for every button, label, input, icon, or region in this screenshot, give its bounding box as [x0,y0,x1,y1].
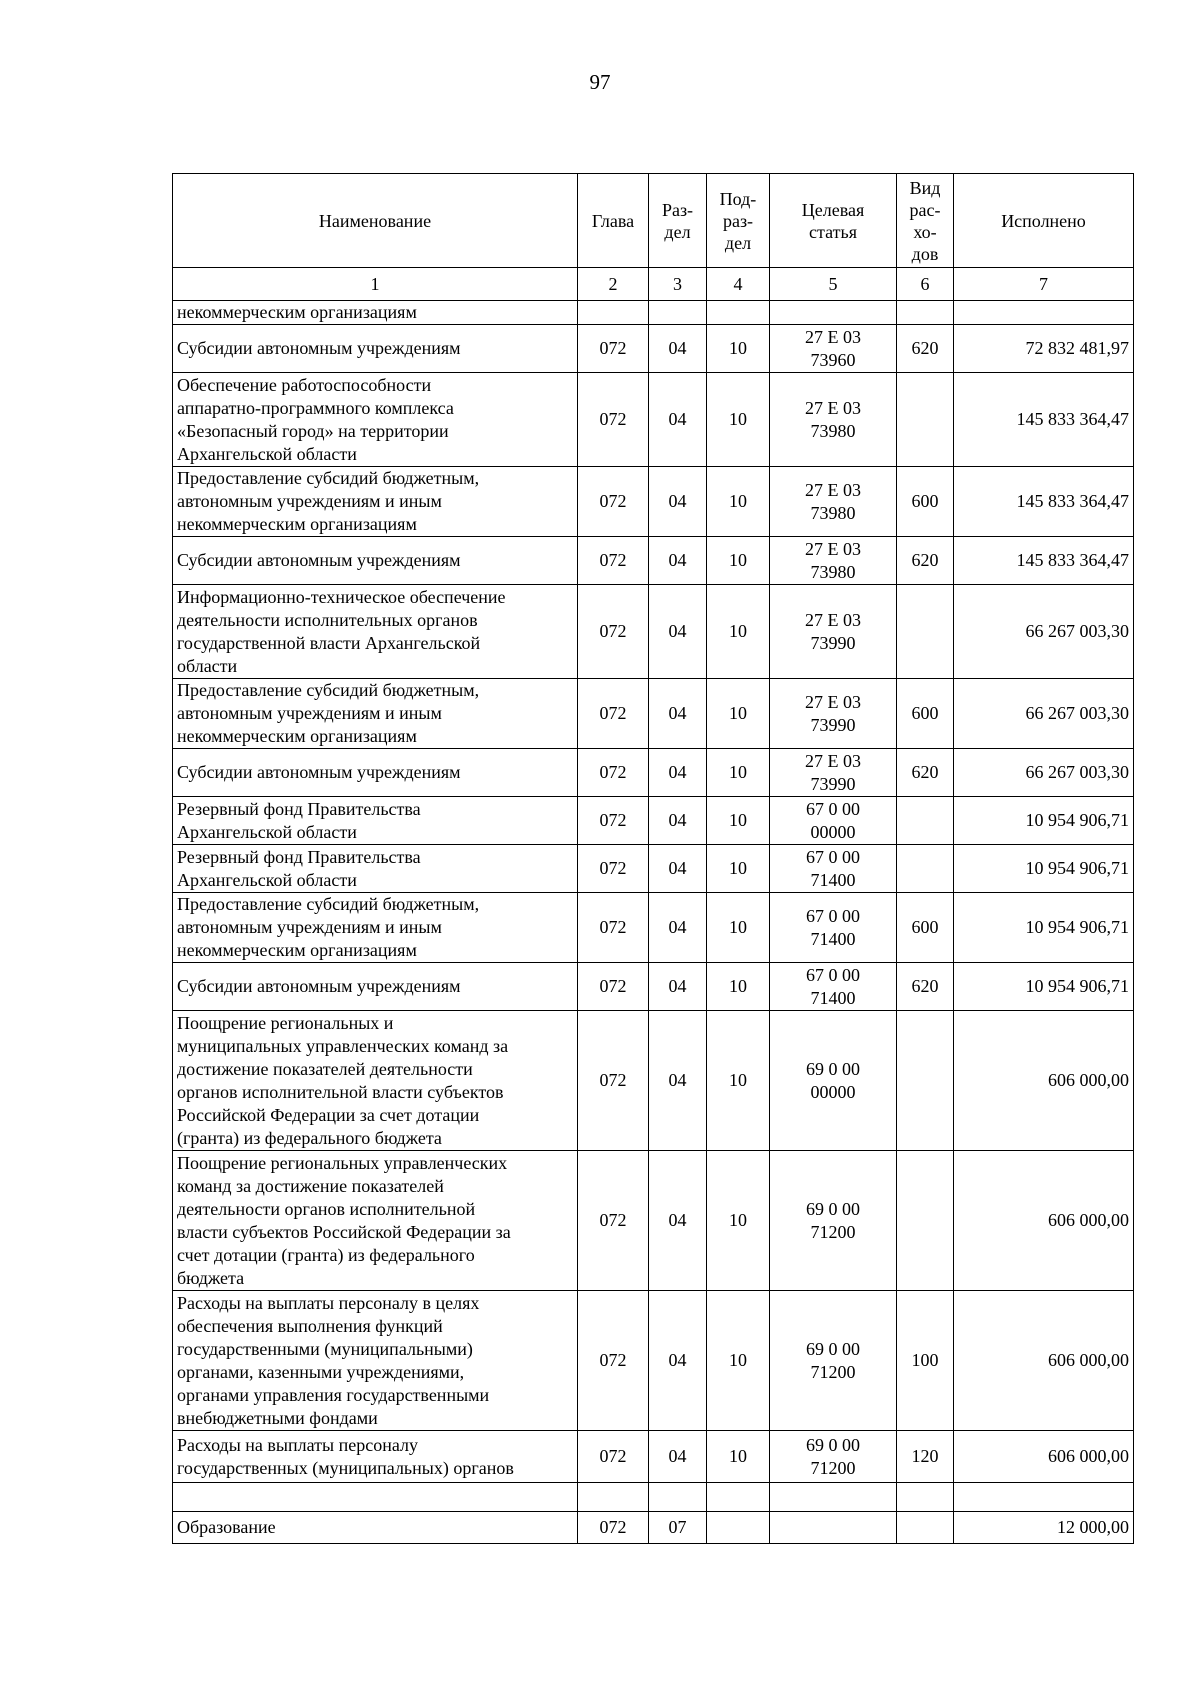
cell-podrazdel: 10 [707,963,770,1011]
cell-vid [897,1151,954,1291]
cell-name: Субсидии автономным учреждениям [173,749,578,797]
cell-name: Обеспечение работоспособности аппаратно-программного комплекса «Безопасный город» на территории Архангельской области [173,373,578,467]
cell-glava: 072 [578,679,649,749]
cell-razdel [649,1483,707,1512]
column-number-row [173,268,1134,301]
table-row [173,467,1134,537]
cell-podrazdel: 10 [707,1291,770,1431]
header-podrazdel: Под- раз- дел [707,174,770,268]
cell-celevaya: 27 Е 03 73980 [770,467,897,537]
cell-name: Образование [173,1512,578,1544]
cell-ispolneno: 66 267 003,30 [954,749,1134,797]
header-vid: Вид рас- хо- дов [897,174,954,268]
cell-ispolneno: 10 954 906,71 [954,963,1134,1011]
table-row [173,1011,1134,1151]
cell-name: Поощрение региональных управленческих команд за достижение показателей деятельности органов исполнительной власти субъектов Российской Федерации за счет дотации (гранта) из федерального бюджета [173,1151,578,1291]
table-row [173,373,1134,467]
column-number: 3 [649,268,707,301]
cell-razdel: 04 [649,749,707,797]
cell-razdel [649,301,707,325]
cell-name: Предоставление субсидий бюджетным, автономным учреждениям и иным некоммерческим организациям [173,893,578,963]
cell-glava: 072 [578,893,649,963]
cell-vid: 620 [897,537,954,585]
cell-ispolneno: 606 000,00 [954,1291,1134,1431]
cell-celevaya: 67 0 00 71400 [770,963,897,1011]
table-row [173,1151,1134,1291]
cell-vid [897,845,954,893]
cell-podrazdel [707,1483,770,1512]
column-number: 6 [897,268,954,301]
table-row [173,679,1134,749]
cell-ispolneno: 10 954 906,71 [954,845,1134,893]
cell-vid [897,797,954,845]
cell-vid: 620 [897,749,954,797]
table-body [173,301,1134,1544]
cell-glava: 072 [578,1512,649,1544]
table-row [173,301,1134,325]
cell-podrazdel: 10 [707,679,770,749]
cell-podrazdel: 10 [707,537,770,585]
cell-ispolneno: 10 954 906,71 [954,893,1134,963]
column-number: 1 [173,268,578,301]
cell-name: Информационно-техническое обеспечение деятельности исполнительных органов государственной власти Архангельской области [173,585,578,679]
table-row [173,537,1134,585]
cell-podrazdel [707,301,770,325]
cell-glava: 072 [578,1291,649,1431]
cell-celevaya: 67 0 00 00000 [770,797,897,845]
cell-razdel: 04 [649,373,707,467]
cell-celevaya [770,301,897,325]
cell-glava: 072 [578,325,649,373]
cell-glava [578,1483,649,1512]
cell-glava: 072 [578,1011,649,1151]
cell-ispolneno: 145 833 364,47 [954,373,1134,467]
cell-glava [578,301,649,325]
cell-ispolneno: 606 000,00 [954,1011,1134,1151]
cell-vid: 600 [897,467,954,537]
cell-razdel: 04 [649,845,707,893]
header-row [173,174,1134,268]
cell-celevaya: 27 Е 03 73980 [770,373,897,467]
cell-vid: 600 [897,679,954,749]
cell-razdel: 04 [649,1291,707,1431]
cell-podrazdel: 10 [707,373,770,467]
table-row [173,1512,1134,1544]
table-row [173,1291,1134,1431]
header-celevaya: Целевая статья [770,174,897,268]
cell-vid: 600 [897,893,954,963]
cell-name: Субсидии автономным учреждениям [173,963,578,1011]
cell-celevaya: 69 0 00 71200 [770,1151,897,1291]
cell-celevaya: 67 0 00 71400 [770,893,897,963]
table-row [173,749,1134,797]
table-row [173,893,1134,963]
cell-razdel: 04 [649,585,707,679]
cell-ispolneno [954,1483,1134,1512]
cell-glava: 072 [578,373,649,467]
cell-ispolneno: 66 267 003,30 [954,679,1134,749]
cell-razdel: 04 [649,1151,707,1291]
cell-vid [897,301,954,325]
cell-name: Предоставление субсидий бюджетным, автономным учреждениям и иным некоммерческим организациям [173,679,578,749]
cell-ispolneno: 606 000,00 [954,1431,1134,1483]
cell-name: Резервный фонд Правительства Архангельской области [173,797,578,845]
cell-podrazdel: 10 [707,1431,770,1483]
cell-name: Расходы на выплаты персоналу в целях обеспечения выполнения функций государственными (муниципальными) органами, казенными учреждениями, органами управления государственными внебюджетными фондами [173,1291,578,1431]
cell-podrazdel: 10 [707,1151,770,1291]
cell-razdel: 04 [649,1011,707,1151]
cell-celevaya: 27 Е 03 73990 [770,749,897,797]
cell-ispolneno: 145 833 364,47 [954,467,1134,537]
cell-vid [897,1483,954,1512]
cell-celevaya: 27 Е 03 73990 [770,585,897,679]
column-number: 4 [707,268,770,301]
cell-podrazdel [707,1512,770,1544]
cell-name: Поощрение региональных и муниципальных управленческих команд за достижение показателей деятельности органов исполнительной власти субъектов Российской Федерации за счет дотации (гранта) из федерального бюджета [173,1011,578,1151]
cell-vid [897,373,954,467]
cell-celevaya: 27 Е 03 73960 [770,325,897,373]
cell-vid: 620 [897,963,954,1011]
cell-ispolneno: 606 000,00 [954,1151,1134,1291]
cell-celevaya [770,1512,897,1544]
cell-celevaya: 69 0 00 00000 [770,1011,897,1151]
cell-celevaya: 69 0 00 71200 [770,1291,897,1431]
cell-celevaya [770,1483,897,1512]
cell-glava: 072 [578,467,649,537]
header-glava: Глава [578,174,649,268]
cell-celevaya: 27 Е 03 73980 [770,537,897,585]
header-razdel: Раз- дел [649,174,707,268]
cell-name: Предоставление субсидий бюджетным, автономным учреждениям и иным некоммерческим организациям [173,467,578,537]
cell-name: Субсидии автономным учреждениям [173,325,578,373]
cell-ispolneno: 145 833 364,47 [954,537,1134,585]
cell-glava: 072 [578,585,649,679]
table-row [173,585,1134,679]
cell-ispolneno [954,301,1134,325]
cell-podrazdel: 10 [707,797,770,845]
cell-razdel: 04 [649,537,707,585]
cell-name: Резервный фонд Правительства Архангельской области [173,845,578,893]
cell-ispolneno: 66 267 003,30 [954,585,1134,679]
header-ispolneno: Исполнено [954,174,1134,268]
table-row [173,1483,1134,1512]
page-number: 97 [589,70,611,94]
cell-ispolneno: 12 000,00 [954,1512,1134,1544]
cell-podrazdel: 10 [707,1011,770,1151]
cell-name: Субсидии автономным учреждениям [173,537,578,585]
cell-vid [897,1512,954,1544]
column-number: 7 [954,268,1134,301]
cell-glava: 072 [578,845,649,893]
cell-name [173,1483,578,1512]
cell-glava: 072 [578,749,649,797]
cell-vid [897,585,954,679]
cell-razdel: 04 [649,1431,707,1483]
cell-ispolneno: 72 832 481,97 [954,325,1134,373]
cell-razdel: 04 [649,893,707,963]
cell-razdel: 07 [649,1512,707,1544]
table-row [173,325,1134,373]
cell-celevaya: 27 Е 03 73990 [770,679,897,749]
table-row [173,963,1134,1011]
cell-vid [897,1011,954,1151]
cell-glava: 072 [578,537,649,585]
column-number: 5 [770,268,897,301]
table-row [173,797,1134,845]
cell-glava: 072 [578,963,649,1011]
column-number: 2 [578,268,649,301]
cell-glava: 072 [578,1151,649,1291]
budget-table [172,173,1134,1544]
cell-podrazdel: 10 [707,325,770,373]
cell-glava: 072 [578,1431,649,1483]
cell-vid: 620 [897,325,954,373]
table-row [173,845,1134,893]
cell-vid: 120 [897,1431,954,1483]
cell-podrazdel: 10 [707,845,770,893]
cell-razdel: 04 [649,679,707,749]
cell-podrazdel: 10 [707,893,770,963]
table-row [173,1431,1134,1483]
cell-name: некоммерческим организациям [173,301,578,325]
cell-razdel: 04 [649,325,707,373]
cell-razdel: 04 [649,963,707,1011]
cell-podrazdel: 10 [707,749,770,797]
cell-celevaya: 67 0 00 71400 [770,845,897,893]
cell-vid: 100 [897,1291,954,1431]
cell-podrazdel: 10 [707,467,770,537]
cell-razdel: 04 [649,797,707,845]
cell-celevaya: 69 0 00 71200 [770,1431,897,1483]
cell-name: Расходы на выплаты персоналу государственных (муниципальных) органов [173,1431,578,1483]
cell-ispolneno: 10 954 906,71 [954,797,1134,845]
cell-razdel: 04 [649,467,707,537]
cell-glava: 072 [578,797,649,845]
cell-podrazdel: 10 [707,585,770,679]
header-name: Наименование [173,174,578,268]
